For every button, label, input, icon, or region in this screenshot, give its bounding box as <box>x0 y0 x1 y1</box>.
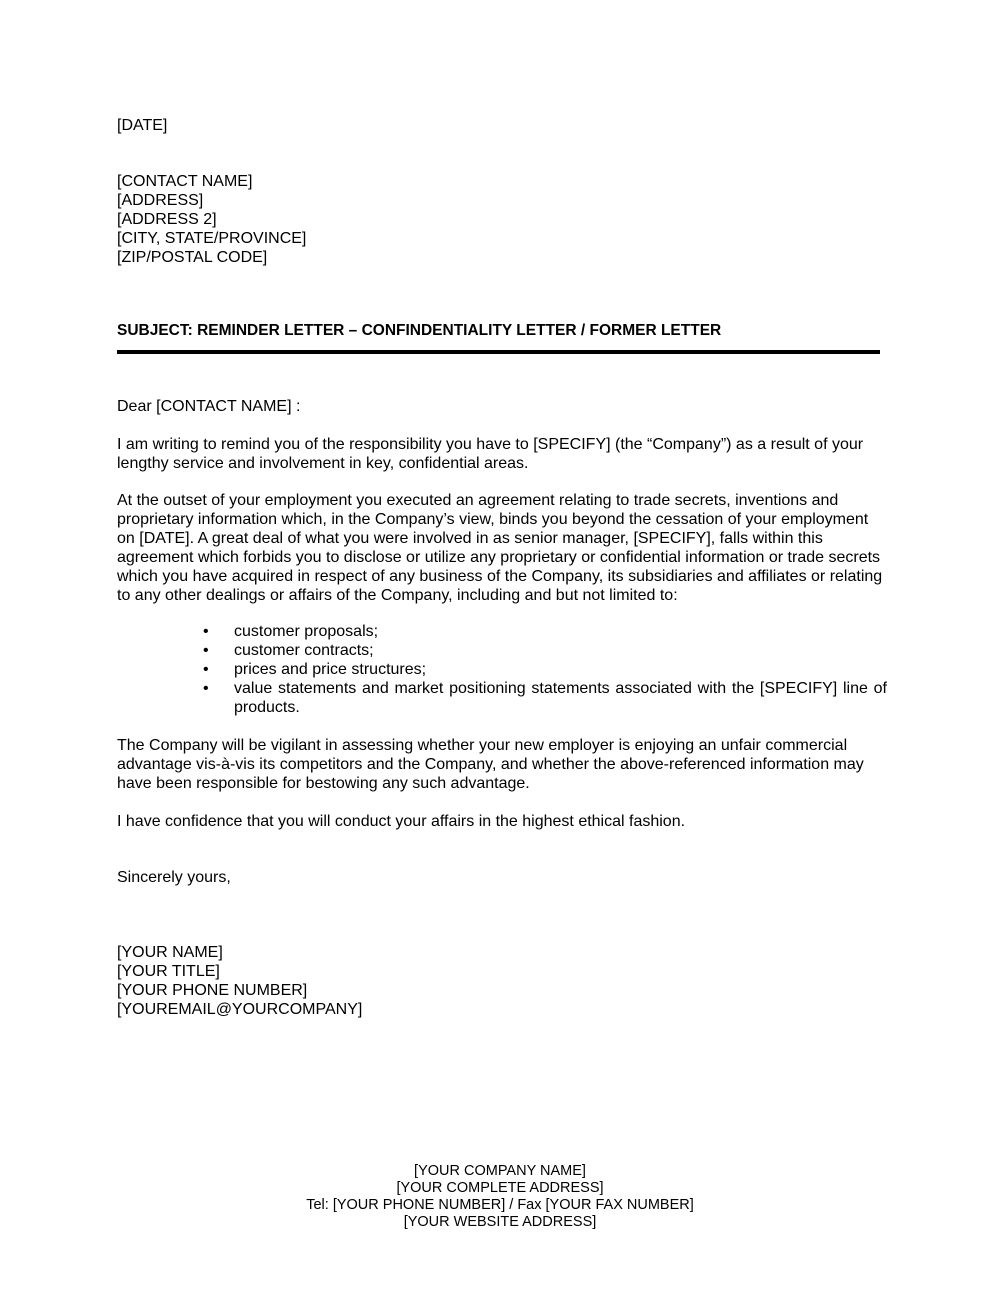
footer-website: [YOUR WEBSITE ADDRESS] <box>403 1214 597 1230</box>
confidential-items-list <box>117 622 887 717</box>
list-item-text: customer proposals; <box>234 623 379 640</box>
bullet-icon: • <box>203 623 209 640</box>
sign-off: Sincerely yours, <box>117 869 231 886</box>
bullet-icon: • <box>203 661 209 678</box>
paragraph-agreement: At the outset of your employment you executed an agreement relating to trade secrets, inventions and proprietary information which, in the Company’s view, binds you beyond the cessation of your employment on [DATE]. A great deal of what you were involved in as senior manager, [SPECIFY], falls within this agreement which forbids you to disclose or utilize any proprietary or confidential information or trade secrets which you have acquired in respect of any business of the Company, its subsidiaries and affiliates or relating to any other dealings or affairs of the Company, including and but not limited to: <box>117 492 883 604</box>
list-item <box>117 679 887 717</box>
paragraph-vigilance: The Company will be vigilant in assessing whether your new employer is enjoying an unfair commercial advantage vis-à-vis its competitors and the Company, and whether the above-referenced information may have been responsible for bestowing any such advantage. <box>117 737 864 792</box>
footer-phone-fax: Tel: [YOUR PHONE NUMBER] / Fax [YOUR FAX NUMBER] <box>306 1197 694 1213</box>
footer-address: [YOUR COMPLETE ADDRESS] <box>396 1180 604 1196</box>
paragraph-confidence: I have confidence that you will conduct your affairs in the highest ethical fashion. <box>117 813 686 830</box>
recipient-city-state: [CITY, STATE/PROVINCE] <box>117 230 307 247</box>
list-item <box>117 660 887 679</box>
list-item-text: customer contracts; <box>234 642 374 659</box>
letter-date: [DATE] <box>117 117 168 134</box>
sender-title: [YOUR TITLE] <box>117 963 220 980</box>
bullet-icon: • <box>203 680 209 697</box>
list-item-text: value statements and market positioning statements associated with the [SPECIFY] line of products. <box>234 680 887 716</box>
sender-phone: [YOUR PHONE NUMBER] <box>117 982 308 999</box>
footer-company-name: [YOUR COMPANY NAME] <box>414 1163 586 1179</box>
recipient-address-line-1: [ADDRESS] <box>117 192 204 209</box>
sender-name: [YOUR NAME] <box>117 944 223 961</box>
recipient-name: [CONTACT NAME] <box>117 173 253 190</box>
list-item <box>117 641 887 660</box>
paragraph-intro: I am writing to remind you of the responsibility you have to [SPECIFY] (the “Company”) as a result of your lengthy service and involvement in key, confidential areas. <box>117 436 864 472</box>
subject-divider <box>117 350 880 354</box>
recipient-postal-code: [ZIP/POSTAL CODE] <box>117 249 268 266</box>
recipient-address-block <box>117 172 306 267</box>
company-footer <box>250 1163 750 1231</box>
subject-line: SUBJECT: REMINDER LETTER – CONFINDENTIALITY LETTER / FORMER LETTER <box>117 322 722 339</box>
signature-block <box>117 943 362 1019</box>
sender-email: [YOUREMAIL@YOURCOMPANY] <box>117 1001 363 1018</box>
recipient-address-line-2: [ADDRESS 2] <box>117 211 217 228</box>
list-item <box>117 622 887 641</box>
bullet-icon: • <box>203 642 209 659</box>
salutation: Dear [CONTACT NAME] : <box>117 398 301 415</box>
list-item-text: prices and price structures; <box>234 661 427 678</box>
